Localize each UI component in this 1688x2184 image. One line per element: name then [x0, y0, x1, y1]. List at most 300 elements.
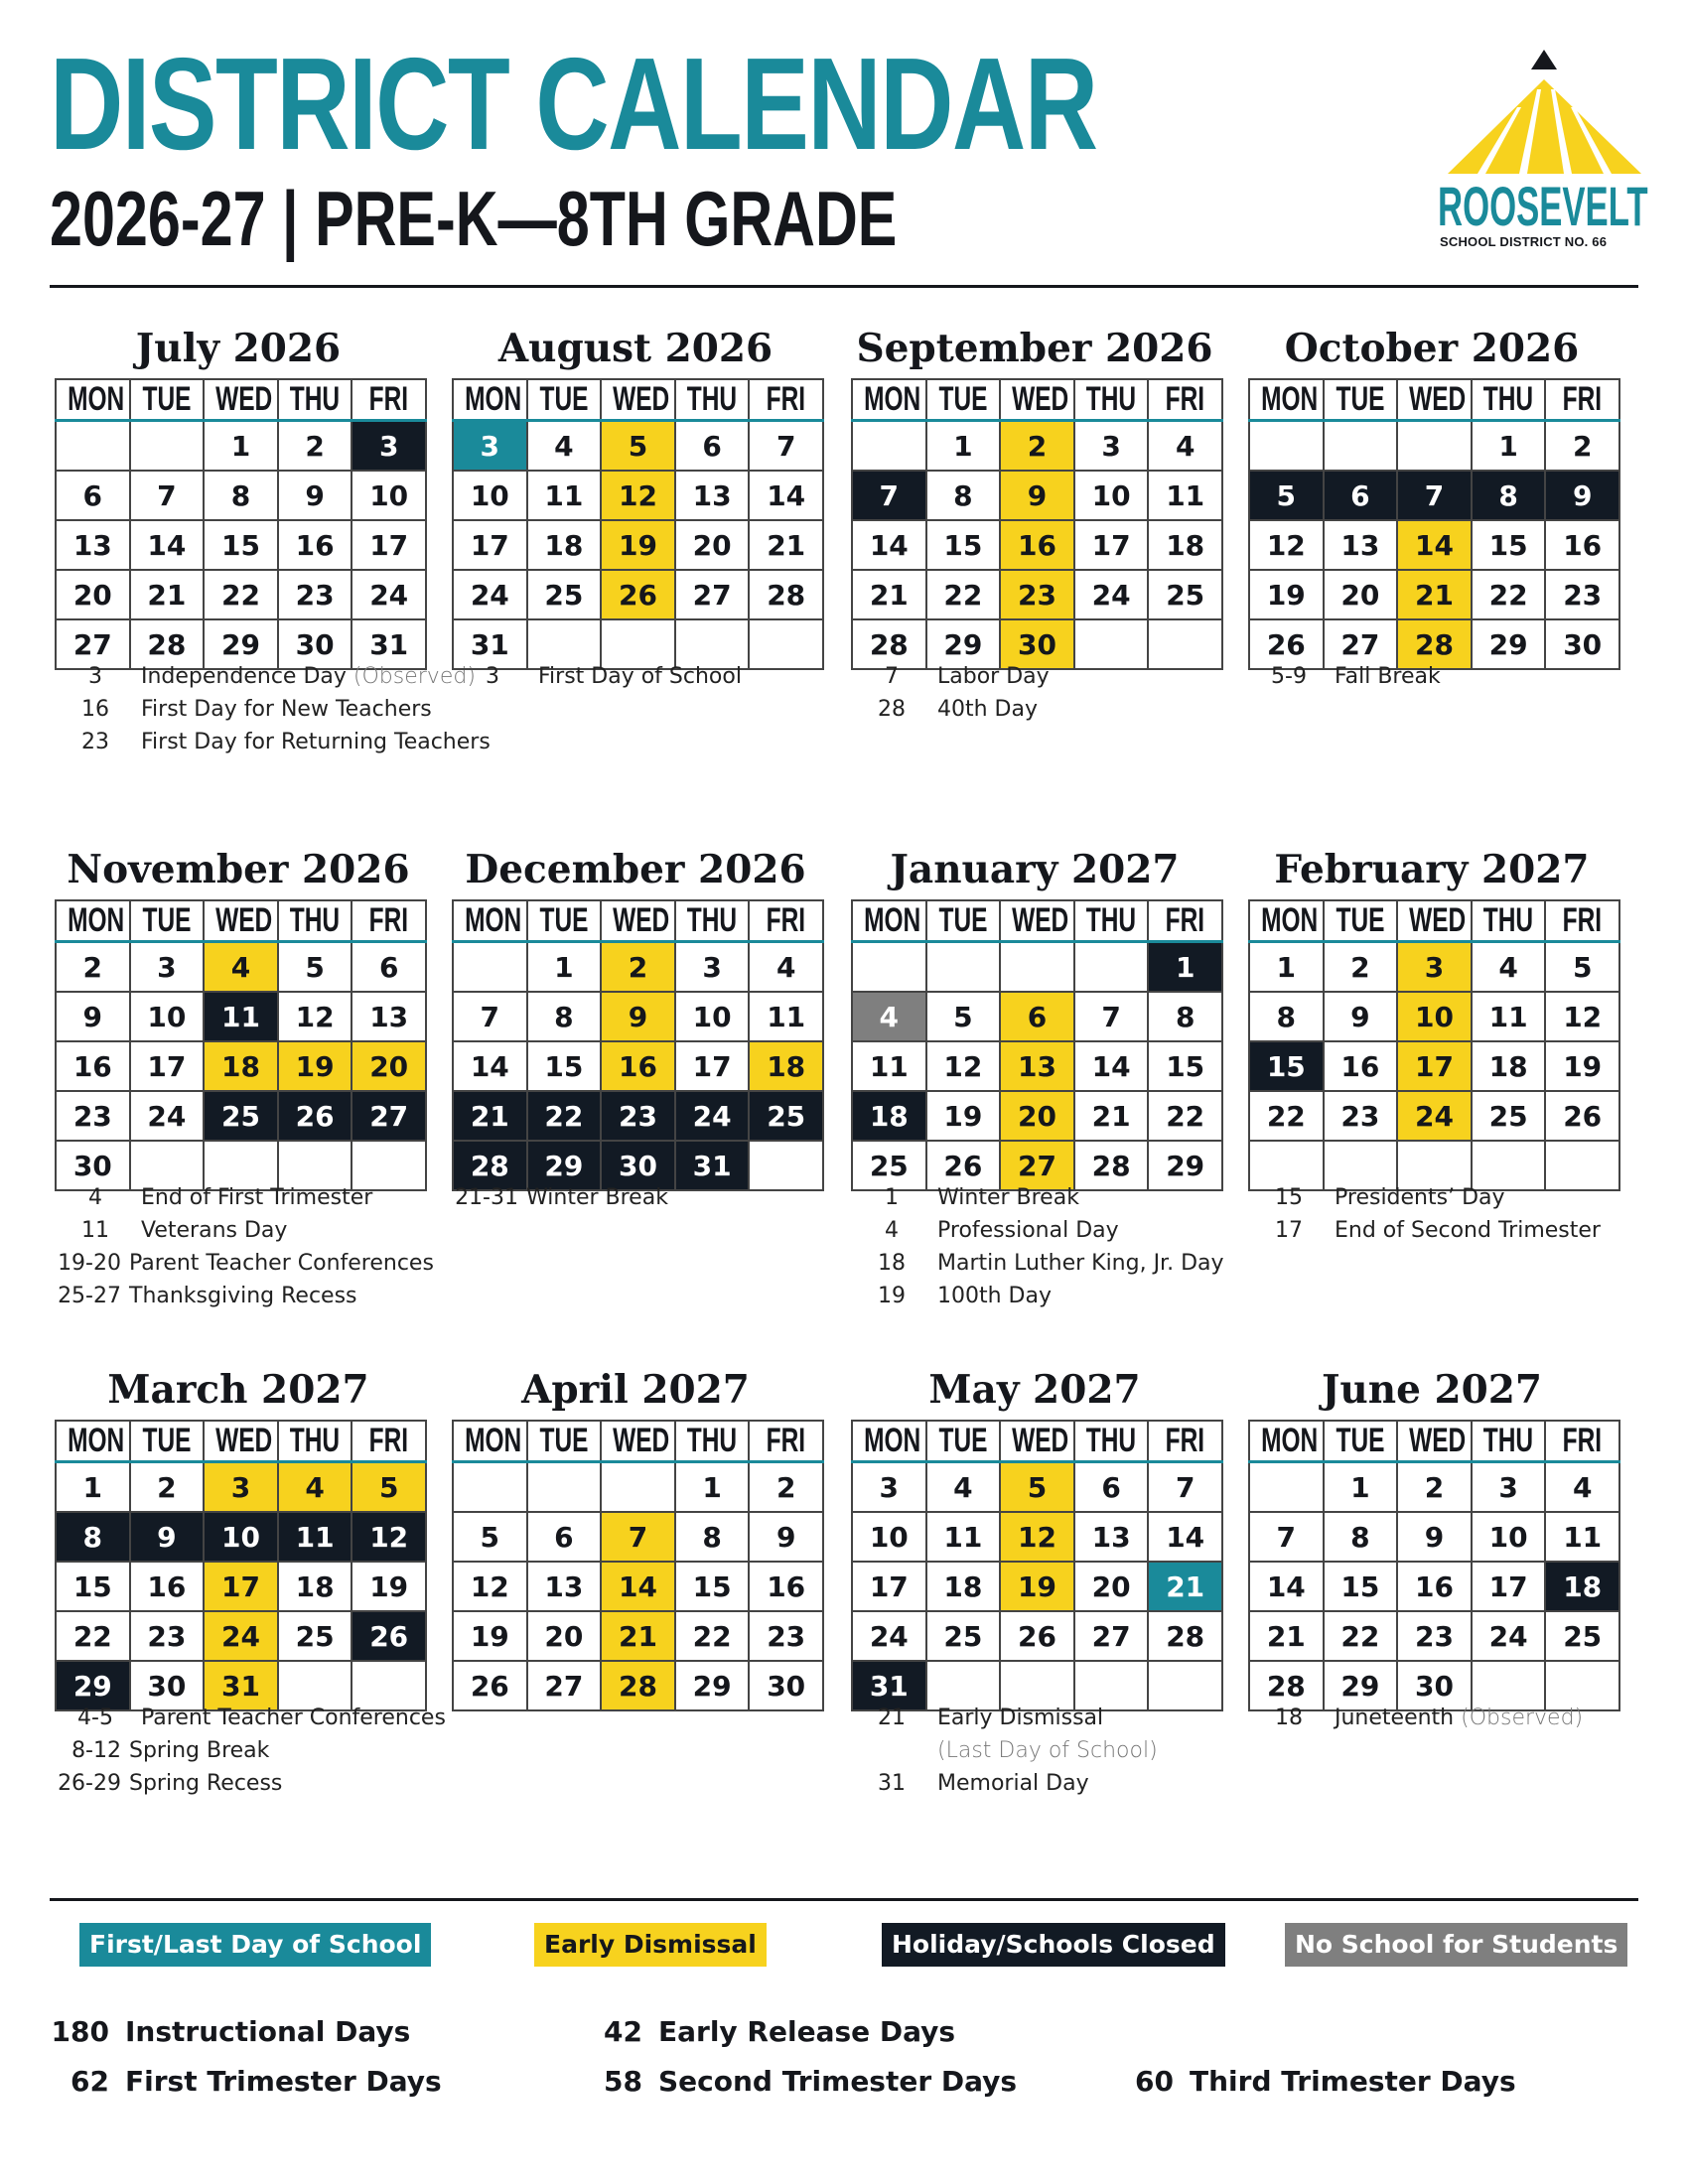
day-cell: 11: [1148, 471, 1222, 520]
note-date: 19-20: [58, 1251, 121, 1276]
note-date: [846, 1734, 937, 1767]
weekday-header: TUE: [130, 379, 205, 421]
weekday-header: WED: [1000, 1421, 1074, 1462]
month-notes: [846, 660, 1243, 726]
weekday-header: MON: [852, 379, 926, 421]
day-cell: 30: [1397, 1661, 1472, 1710]
weekday-header: MON: [56, 1421, 130, 1462]
day-cell: 7: [1397, 471, 1472, 520]
day-cell: 7: [1074, 992, 1149, 1041]
day-cell: 8: [1324, 1512, 1398, 1562]
day-cell: 3: [352, 421, 426, 472]
week-row: [852, 1462, 1222, 1513]
day-cell: 21: [1249, 1611, 1324, 1661]
month-title: December 2026: [465, 847, 806, 892]
day-cell: 10: [352, 471, 426, 520]
day-cell: 19: [1545, 1041, 1619, 1091]
day-cell: 17: [852, 1562, 926, 1611]
week-row: [56, 1562, 426, 1611]
note-extra: (Observed): [352, 664, 476, 689]
day-cell: 4: [926, 1462, 1001, 1513]
day-cell: 24: [130, 1091, 205, 1141]
week-row: [1249, 471, 1619, 520]
week-row: [1249, 570, 1619, 619]
day-cell: 29: [926, 619, 1001, 669]
week-row: [56, 1462, 426, 1513]
note-text: End of Second Trimester: [1335, 1218, 1601, 1243]
note-extra: (Observed): [1461, 1706, 1584, 1730]
day-cell: 9: [1397, 1512, 1472, 1562]
day-cell: 8: [527, 992, 602, 1041]
day-cell: 28: [1249, 1661, 1324, 1710]
day-cell: 10: [675, 992, 750, 1041]
day-cell: 19: [926, 1091, 1001, 1141]
day-cell: 18: [527, 520, 602, 570]
day-cell: 11: [1545, 1512, 1619, 1562]
note-text: Martin Luther King, Jr. Day: [937, 1251, 1224, 1276]
day-cell: 11: [926, 1512, 1001, 1562]
week-row: [453, 1091, 823, 1141]
note-item: [846, 1734, 1243, 1767]
note-text: First Day of School: [538, 664, 742, 689]
weekday-header: MON: [852, 900, 926, 942]
day-cell: 25: [204, 1091, 278, 1141]
day-cell: 28: [453, 1141, 527, 1190]
weekday-header: FRI: [1545, 1421, 1619, 1462]
note-date: 4-5: [77, 1706, 113, 1730]
day-cell: 31: [453, 619, 527, 669]
month-block: [447, 1364, 824, 1703]
month-title: June 2027: [1321, 1367, 1543, 1413]
day-cell: 5: [453, 1512, 527, 1562]
day-cell: 14: [453, 1041, 527, 1091]
day-cell: 6: [675, 421, 750, 472]
month-notes: [447, 1181, 844, 1214]
day-cell: 25: [926, 1611, 1001, 1661]
weekday-header: MON: [1249, 379, 1324, 421]
header-divider: [50, 285, 1638, 288]
note-date: 4: [885, 1218, 899, 1243]
day-cell: 26: [352, 1611, 426, 1661]
weekday-header: WED: [1397, 900, 1472, 942]
week-row: [453, 1512, 823, 1562]
month-block: [846, 844, 1224, 1308]
month-block: [50, 1364, 446, 1796]
day-cell: 9: [1324, 992, 1398, 1041]
day-cell: 4: [852, 992, 926, 1041]
day-cell: 14: [852, 520, 926, 570]
day-cell: 3: [852, 1462, 926, 1513]
note-item: [50, 1214, 447, 1247]
day-cell: 12: [278, 992, 352, 1041]
day-cell: 8: [204, 471, 278, 520]
stat-number: 180: [51, 2015, 109, 2048]
day-cell: 23: [56, 1091, 130, 1141]
day-cell: 10: [453, 471, 527, 520]
day-cell: 22: [1324, 1611, 1398, 1661]
note-date: 15: [1275, 1185, 1303, 1210]
day-cell: 28: [749, 570, 823, 619]
week-row: [1249, 1611, 1619, 1661]
day-cell: 16: [601, 1041, 675, 1091]
day-cell: [1397, 421, 1472, 472]
day-cell: 29: [56, 1661, 130, 1710]
day-cell: 27: [1000, 1141, 1074, 1190]
day-cell: 1: [1472, 421, 1546, 472]
month-table: [1248, 378, 1620, 670]
day-cell: 3: [130, 942, 205, 993]
day-cell: 2: [601, 942, 675, 993]
weekday-header: FRI: [749, 900, 823, 942]
day-cell: 1: [926, 421, 1001, 472]
note-item: [846, 1280, 1243, 1312]
week-row: [56, 570, 426, 619]
day-cell: [130, 421, 205, 472]
day-cell: 30: [56, 1141, 130, 1190]
note-text: Labor Day: [937, 664, 1050, 689]
day-cell: 20: [1000, 1091, 1074, 1141]
day-cell: 20: [527, 1611, 602, 1661]
day-cell: 21: [1074, 1091, 1149, 1141]
month-table: [1248, 1420, 1620, 1711]
day-cell: 4: [1472, 942, 1546, 993]
day-cell: 1: [1324, 1462, 1398, 1513]
day-cell: 11: [204, 992, 278, 1041]
day-cell: 10: [1074, 471, 1149, 520]
day-cell: 13: [1000, 1041, 1074, 1091]
day-cell: 19: [352, 1562, 426, 1611]
day-cell: 19: [278, 1041, 352, 1091]
month-table: [851, 899, 1223, 1191]
stat-item: [1112, 2065, 1516, 2098]
note-item: [50, 1247, 447, 1280]
month-block: [50, 323, 491, 754]
day-cell: 8: [1148, 992, 1222, 1041]
note-item: [1243, 660, 1640, 693]
day-cell: 4: [204, 942, 278, 993]
day-cell: 13: [527, 1562, 602, 1611]
day-cell: 12: [352, 1512, 426, 1562]
week-row: [852, 1562, 1222, 1611]
day-cell: 10: [1472, 1512, 1546, 1562]
day-cell: 16: [56, 1041, 130, 1091]
day-cell: 31: [352, 619, 426, 669]
day-cell: 25: [527, 570, 602, 619]
note-text: First Day for New Teachers: [141, 697, 432, 722]
day-cell: 2: [1397, 1462, 1472, 1513]
day-cell: 12: [1249, 520, 1324, 570]
note-item: [50, 1734, 447, 1767]
day-cell: 21: [1397, 570, 1472, 619]
day-cell: 10: [130, 992, 205, 1041]
weekday-header: FRI: [1148, 379, 1222, 421]
week-row: [852, 421, 1222, 472]
day-cell: 17: [204, 1562, 278, 1611]
weekday-header: THU: [1074, 379, 1149, 421]
weekday-header: THU: [1472, 1421, 1546, 1462]
month-table: [55, 899, 427, 1191]
note-text: Parent Teacher Conferences: [141, 1706, 446, 1730]
day-cell: 24: [675, 1091, 750, 1141]
week-row: [56, 1512, 426, 1562]
day-cell: [1249, 421, 1324, 472]
stat-label: Second Trimester Days: [658, 2065, 1018, 2098]
weekday-header: FRI: [1148, 900, 1222, 942]
day-cell: 7: [1249, 1512, 1324, 1562]
weekday-header: TUE: [926, 379, 1001, 421]
page-subtitle: 2026-27 | PRE-K—8TH GRADE: [50, 175, 898, 262]
day-cell: 27: [675, 570, 750, 619]
month-table: [851, 378, 1223, 670]
week-row: [56, 520, 426, 570]
day-cell: 30: [749, 1661, 823, 1710]
day-cell: 23: [1397, 1611, 1472, 1661]
weekday-header: WED: [601, 900, 675, 942]
weekday-header: TUE: [1324, 379, 1398, 421]
day-cell: 19: [453, 1611, 527, 1661]
day-cell: 27: [352, 1091, 426, 1141]
weekday-header: WED: [1397, 379, 1472, 421]
month-table: [55, 378, 427, 670]
day-cell: 21: [601, 1611, 675, 1661]
day-cell: 30: [130, 1661, 205, 1710]
day-cell: 21: [453, 1091, 527, 1141]
weekday-header: MON: [56, 900, 130, 942]
note-item: [1243, 1214, 1640, 1247]
month-block: [846, 323, 1223, 722]
day-cell: 28: [852, 619, 926, 669]
month-table: [452, 899, 824, 1191]
day-cell: 4: [527, 421, 602, 472]
note-date: 21-31: [455, 1185, 518, 1210]
week-row: [852, 992, 1222, 1041]
day-cell: 15: [675, 1562, 750, 1611]
month-block: [1243, 1364, 1620, 1730]
day-cell: 24: [204, 1611, 278, 1661]
week-row: [453, 1611, 823, 1661]
day-cell: 22: [926, 570, 1001, 619]
day-cell: 25: [1545, 1611, 1619, 1661]
day-cell: 8: [675, 1512, 750, 1562]
weekday-header: MON: [1249, 900, 1324, 942]
week-row: [453, 471, 823, 520]
day-cell: 18: [278, 1562, 352, 1611]
month-notes: [50, 1702, 447, 1800]
day-cell: 1: [527, 942, 602, 993]
day-cell: 17: [675, 1041, 750, 1091]
note-date: 26-29: [58, 1771, 121, 1796]
weekday-header: MON: [453, 1421, 527, 1462]
day-cell: 19: [1000, 1562, 1074, 1611]
legend-item: First/Last Day of School: [79, 1923, 431, 1967]
day-cell: 24: [453, 570, 527, 619]
note-date: 25-27: [58, 1284, 121, 1308]
note-text: Veterans Day: [141, 1218, 288, 1243]
day-cell: 3: [1397, 942, 1472, 993]
day-cell: 7: [749, 421, 823, 472]
day-cell: 15: [1148, 1041, 1222, 1091]
stat-item: [48, 2065, 442, 2098]
day-cell: 14: [749, 471, 823, 520]
day-cell: 7: [1148, 1462, 1222, 1513]
note-date: 16: [81, 697, 109, 722]
day-cell: 17: [130, 1041, 205, 1091]
month-title: March 2027: [107, 1367, 369, 1413]
day-cell: 16: [1000, 520, 1074, 570]
weekday-header: MON: [453, 900, 527, 942]
month-block: [1243, 844, 1620, 1243]
day-cell: 17: [352, 520, 426, 570]
day-cell: 10: [852, 1512, 926, 1562]
day-cell: 8: [1249, 992, 1324, 1041]
note-item: [1243, 1702, 1640, 1734]
day-cell: 18: [852, 1091, 926, 1141]
note-date: 31: [878, 1771, 906, 1796]
day-cell: 15: [926, 520, 1001, 570]
day-cell: 2: [749, 1462, 823, 1513]
note-item: [50, 726, 491, 758]
note-date: 7: [885, 664, 899, 689]
day-cell: 29: [675, 1661, 750, 1710]
day-cell: 3: [675, 942, 750, 993]
month-notes: [50, 660, 491, 758]
note-text: 40th Day: [937, 697, 1038, 722]
day-cell: 7: [453, 992, 527, 1041]
day-cell: 16: [1324, 1041, 1398, 1091]
day-cell: 15: [204, 520, 278, 570]
day-cell: 22: [1249, 1091, 1324, 1141]
day-cell: 25: [1472, 1091, 1546, 1141]
weekday-header: WED: [601, 379, 675, 421]
note-item: [846, 660, 1243, 693]
day-cell: 23: [1000, 570, 1074, 619]
day-cell: 26: [278, 1091, 352, 1141]
day-cell: 29: [527, 1141, 602, 1190]
weekday-header: FRI: [749, 379, 823, 421]
note-text: Early Dismissal: [937, 1706, 1104, 1730]
note-date: 17: [1275, 1218, 1303, 1243]
day-cell: 24: [852, 1611, 926, 1661]
weekday-header: FRI: [749, 1421, 823, 1462]
weekday-header: FRI: [352, 1421, 426, 1462]
weekday-header: WED: [601, 1421, 675, 1462]
day-cell: [453, 1462, 527, 1513]
month-notes: [846, 1181, 1243, 1312]
note-item: [50, 1181, 447, 1214]
day-cell: 29: [204, 619, 278, 669]
note-text: First Day for Returning Teachers: [141, 730, 491, 754]
weekday-header: THU: [675, 900, 750, 942]
day-cell: 30: [601, 1141, 675, 1190]
day-cell: 17: [1472, 1562, 1546, 1611]
note-date: 28: [878, 697, 906, 722]
week-row: [453, 570, 823, 619]
stat-number: 62: [70, 2065, 109, 2098]
note-date: 18: [878, 1251, 906, 1276]
month-table: [452, 378, 824, 670]
month-table: [55, 1420, 427, 1711]
day-cell: 2: [56, 942, 130, 993]
note-text: 100th Day: [937, 1284, 1052, 1308]
stat-label: Early Release Days: [658, 2015, 956, 2048]
month-title: September 2026: [856, 326, 1213, 371]
day-cell: 29: [1472, 619, 1546, 669]
day-cell: 30: [1000, 619, 1074, 669]
weekday-header: TUE: [1324, 1421, 1398, 1462]
note-date: 8-12: [71, 1738, 121, 1763]
day-cell: 12: [926, 1041, 1001, 1091]
day-cell: 11: [1472, 992, 1546, 1041]
day-cell: 4: [1545, 1462, 1619, 1513]
day-cell: 3: [1472, 1462, 1546, 1513]
day-cell: 18: [1148, 520, 1222, 570]
week-row: [453, 1462, 823, 1513]
note-item: [846, 1247, 1243, 1280]
note-item: [50, 660, 476, 693]
day-cell: [1249, 1462, 1324, 1513]
day-cell: 24: [352, 570, 426, 619]
day-cell: 31: [852, 1661, 926, 1710]
note-text: Independence Day (Observed): [141, 664, 476, 689]
month-block: [447, 844, 824, 1210]
stat-item: [581, 2015, 955, 2048]
weekday-header: MON: [1249, 1421, 1324, 1462]
week-row: [1249, 992, 1619, 1041]
day-cell: 17: [1397, 1041, 1472, 1091]
day-cell: 10: [1397, 992, 1472, 1041]
note-item: [846, 1181, 1243, 1214]
day-cell: 23: [601, 1091, 675, 1141]
weekday-header: THU: [675, 1421, 750, 1462]
day-cell: 21: [852, 570, 926, 619]
day-cell: 9: [601, 992, 675, 1041]
note-extra: (Last Day of School): [937, 1738, 1158, 1763]
day-cell: 2: [1324, 942, 1398, 993]
week-row: [56, 942, 426, 993]
day-cell: 25: [749, 1091, 823, 1141]
weekday-header: FRI: [1545, 379, 1619, 421]
day-cell: 1: [1148, 942, 1222, 993]
note-text: Juneteenth (Observed): [1335, 1706, 1584, 1730]
day-cell: 6: [1324, 471, 1398, 520]
day-cell: 12: [1545, 992, 1619, 1041]
day-cell: [453, 942, 527, 993]
day-cell: 19: [1249, 570, 1324, 619]
day-cell: 30: [1545, 619, 1619, 669]
day-cell: 19: [601, 520, 675, 570]
week-row: [852, 570, 1222, 619]
note-text: Parent Teacher Conferences: [129, 1251, 434, 1276]
day-cell: [527, 1462, 602, 1513]
day-cell: 17: [453, 520, 527, 570]
day-cell: 20: [352, 1041, 426, 1091]
weekday-header: TUE: [527, 900, 602, 942]
day-cell: 1: [675, 1462, 750, 1513]
weekday-header: TUE: [527, 1421, 602, 1462]
day-cell: 2: [278, 421, 352, 472]
day-cell: 14: [601, 1562, 675, 1611]
note-item: [50, 693, 447, 726]
day-cell: 14: [1074, 1041, 1149, 1091]
note-text: Fall Break: [1335, 664, 1441, 689]
day-cell: 13: [56, 520, 130, 570]
note-item: [447, 1181, 844, 1214]
weekday-header: WED: [204, 379, 278, 421]
week-row: [453, 992, 823, 1041]
day-cell: 3: [1074, 421, 1149, 472]
day-cell: 5: [1249, 471, 1324, 520]
weekday-header: THU: [1472, 379, 1546, 421]
